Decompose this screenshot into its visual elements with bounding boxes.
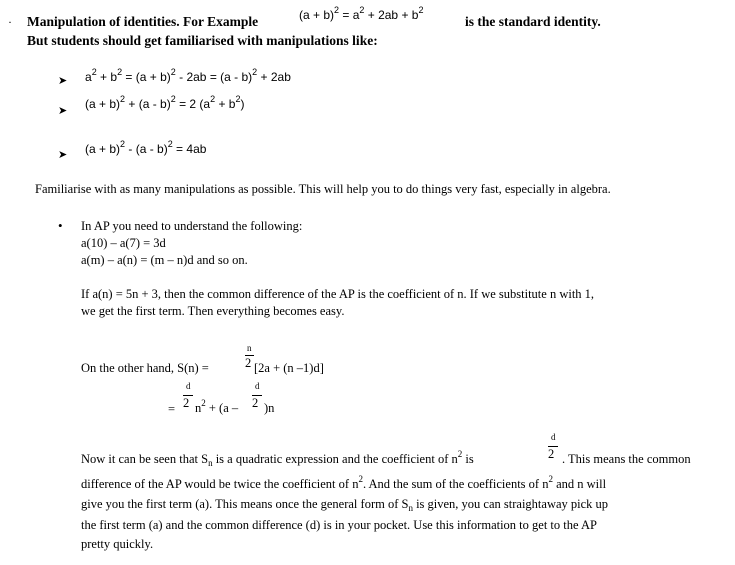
manipulation-2: $(a + b)^2 + (a - b)^2 = 2$ $(a^2 + b^2)$ — [85, 94, 245, 111]
heading-text: Manipulation of identities. For Example — [27, 14, 259, 29]
arrow-bullet-icon: ➤ — [58, 75, 68, 87]
fraction-denominator: 2 — [252, 396, 259, 410]
fraction-denominator: 2 — [245, 356, 252, 370]
ap-paragraph-2-line-1-end: . This means the common — [562, 452, 691, 466]
fraction-numerator: d — [186, 381, 191, 391]
ap-paragraph-2-line-2: difference of the AP would be twice the coefficient of $n^2$. And the sum of the coefficients of $n^2$ and n will — [81, 474, 607, 491]
ap-line-1: In AP you need to understand the following: — [81, 219, 303, 233]
fraction-numerator: d — [551, 432, 556, 442]
ap-paragraph-2-line-1: Now it can be seen that $S_n$ is a quadratic expression and the coefficient of $n^2$ is — [81, 449, 474, 468]
fraction-numerator: d — [255, 381, 260, 391]
bullet-dot: · — [8, 15, 12, 29]
heading-text-suffix: is the standard identity. — [465, 14, 601, 29]
arrow-bullet-icon: ➤ — [58, 149, 68, 161]
bullet-icon: • — [58, 218, 63, 233]
ap-paragraph-2-line-4: the first term (a) and the common difference (d) is in your pocket. Use this information to get to the AP — [81, 518, 597, 532]
equals-sign: = — [168, 402, 176, 416]
eq2-middle: $n^2 + (a$ – — [195, 398, 239, 415]
ap-paragraph-2-line-3: give you the first term (a). This means once the general form of $S_n$ is given, you can straightaway pick up — [81, 497, 609, 513]
ap-paragraph-1-line-1: If a(n) = 5n + 3, then the common difference of the AP is the coefficient of n. If we substitute n with 1, — [81, 287, 595, 301]
manipulation-3: $(a + b)^2 - (a - b)^2 = 4ab$ — [85, 139, 207, 156]
familiarise-text: Familiarise with as many manipulations as possible. This will help you to do things very fast, especially in algebra. — [35, 182, 611, 196]
eq2-end: )n — [264, 401, 275, 415]
arrow-bullet-icon: ➤ — [58, 105, 68, 117]
manipulation-1: $a^2 + b^2 = (a + b)^2 - 2ab = (a - b)^2 + 2ab$ — [85, 67, 291, 84]
sn-formula-bracket: [2a + (n –1)d] — [254, 361, 324, 375]
sn-formula-prefix: On the other hand, S(n) = — [81, 361, 209, 375]
heading-subline: But students should get familiarised with manipulations like: — [27, 33, 378, 48]
ap-paragraph-1-line-2: we get the first term. Then everything becomes easy. — [81, 304, 345, 318]
fraction-denominator: 2 — [183, 396, 190, 410]
standard-identity: $(a + b)^2 = a^2 + 2ab + b^2$ — [299, 5, 424, 22]
fraction-numerator: n — [247, 343, 252, 353]
fraction-denominator: 2 — [548, 447, 555, 461]
ap-line-2: a(10) – a(7) = 3d — [81, 236, 166, 250]
ap-paragraph-2-line-5: pretty quickly. — [81, 537, 154, 551]
ap-line-3: a(m) – a(n) = (m – n)d and so on. — [81, 253, 248, 267]
